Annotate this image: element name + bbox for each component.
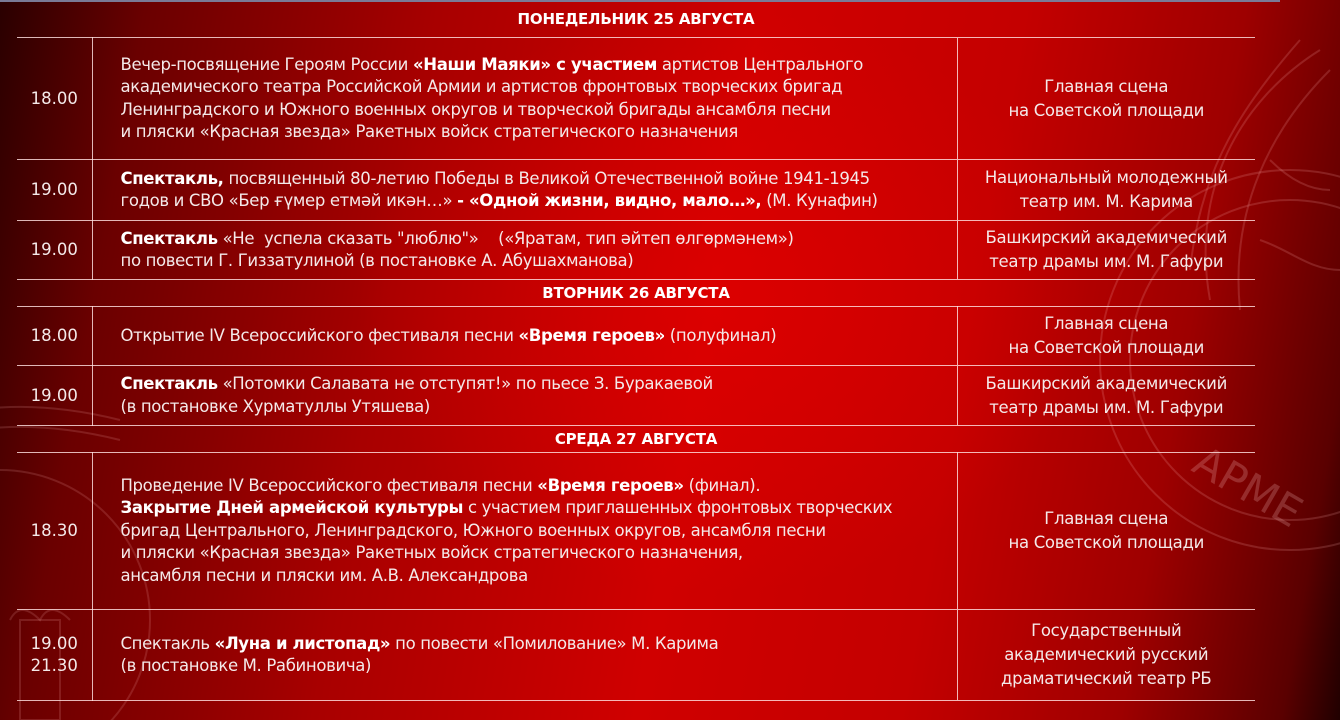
event-description (92, 307, 957, 366)
description-line (121, 542, 953, 565)
venue-line: Башкирский академический (985, 228, 1228, 247)
event-description (92, 453, 957, 610)
description-line (121, 565, 953, 588)
venue-line: академический русский (1004, 645, 1209, 664)
event-row (17, 453, 1255, 610)
day-title: СРЕДА 27 АВГУСТА (17, 426, 1255, 453)
venue-line: Национальный молодежный (984, 168, 1228, 187)
description-line (121, 168, 953, 191)
description-text: (полуфинал) (664, 325, 777, 345)
description-text: ансамбля песни и пляски им. А.В. Александрова (120, 565, 528, 585)
event-time-line: 19.00 (30, 634, 78, 653)
venue-line: драматический театр РБ (1001, 669, 1212, 688)
day-header-row (17, 280, 1255, 307)
description-text: «Потомки Салавата не отступят!» по пьесе З. Буракаевой (217, 374, 713, 393)
venue-line: на Советской площади (1008, 533, 1205, 552)
event-row (17, 610, 1255, 701)
description-line (121, 250, 953, 273)
description-line (121, 325, 953, 348)
event-venue (957, 221, 1255, 280)
event-time: 18.30 (17, 453, 92, 610)
description-line (121, 228, 953, 251)
description-text: и пляски «Красная звезда» Ракетных войск стратегического назначения, (120, 543, 743, 563)
event-venue (957, 307, 1255, 366)
event-row (17, 366, 1255, 426)
event-venue (957, 610, 1255, 701)
description-line (121, 520, 953, 543)
description-text: годов и СВО «Бер ғүмер етмәй икән…» (120, 191, 458, 210)
schedule-table (17, 37, 1255, 701)
description-bold-text: «Наши Маяки» с участием (412, 54, 657, 74)
event-description (92, 221, 957, 280)
venue-line: Главная сцена (1044, 76, 1169, 96)
description-text: «Не успела сказать "люблю"» («Яратам, тип әйтеп өлгөрмәнем») (217, 228, 794, 248)
event-row (17, 307, 1255, 366)
venue-line: Государственный (1031, 621, 1182, 640)
description-text: бригад Центрального, Ленинградского, Южного военных округов, ансамбля песни (120, 520, 826, 540)
description-text: и пляски «Красная звезда» Ракетных войск стратегического назначения (120, 122, 738, 141)
event-row (17, 160, 1255, 221)
venue-line: театр им. М. Карима (1019, 192, 1193, 211)
description-line (121, 99, 953, 122)
event-row (17, 221, 1255, 280)
venue-line: Главная сцена (1044, 509, 1169, 528)
description-text: Открытие IV Всероссийского фестиваля песни (120, 325, 519, 345)
venue-line: на Советской площади (1008, 100, 1205, 120)
top-strip (0, 0, 1280, 2)
event-venue (957, 453, 1255, 610)
description-line (121, 396, 953, 419)
description-text: по повести «Помилование» М. Карима (390, 633, 719, 653)
event-venue (957, 38, 1255, 160)
svg-text:АРМЕ: АРМЕ (1185, 436, 1311, 538)
description-line (121, 76, 953, 99)
description-bold-text: Спектакль (120, 374, 218, 393)
event-time: 19.00 (17, 221, 92, 280)
description-text: по повести Г. Гиззатулиной (в постановке А. Абушахманова) (120, 251, 634, 270)
event-time: 19.00 (17, 366, 92, 426)
description-bold-text: «Время героев» (518, 325, 665, 345)
day-title: ПОНЕДЕЛЬНИК 25 АВГУСТА (517, 10, 755, 28)
description-bold-text: Спектакль (120, 228, 218, 248)
description-line (121, 373, 953, 396)
description-text: Ленинградского и Южного военных округов и творческой бригады ансамбля песни (120, 99, 831, 119)
description-line (121, 190, 953, 213)
description-bold-text: Закрытие Дней армейской культуры (120, 498, 464, 518)
event-time (17, 610, 92, 701)
description-text: (в постановке М. Рабиновича) (120, 656, 372, 675)
description-text: артистов Центрального (656, 54, 864, 74)
day-title: ВТОРНИК 26 АВГУСТА (17, 280, 1255, 307)
event-description (92, 160, 957, 221)
description-text: (финал). (683, 475, 761, 495)
description-text: Спектакль (120, 633, 215, 653)
description-text: с участием приглашенных фронтовых творческих (463, 498, 893, 518)
description-bold-text: - «Одной жизни, видно, мало…», (457, 191, 762, 210)
event-time: 18.00 (17, 307, 92, 366)
day-header-monday (17, 10, 1255, 28)
event-venue (957, 160, 1255, 221)
description-text: (в постановке Хурматуллы Утяшева) (120, 396, 430, 416)
event-description (92, 610, 957, 701)
venue-line: на Советской площади (1008, 338, 1205, 357)
event-time: 19.00 (17, 160, 92, 221)
description-text: посвященный 80-летию Победы в Великой Отечественной войне 1941-1945 (223, 168, 870, 188)
event-description (92, 366, 957, 426)
description-line (121, 121, 953, 144)
description-line (121, 54, 953, 77)
venue-line: Главная сцена (1044, 314, 1169, 333)
event-row (17, 38, 1255, 160)
description-line (121, 497, 953, 520)
venue-line: театр драмы им. М. Гафури (989, 252, 1224, 271)
venue-line: театр драмы им. М. Гафури (989, 397, 1224, 417)
event-time-line: 21.30 (30, 656, 78, 675)
description-bold-text: «Луна и листопад» (214, 633, 391, 653)
event-venue (957, 366, 1255, 426)
venue-line: Башкирский академический (985, 373, 1228, 393)
description-text: Вечер-посвящение Героям России (120, 54, 413, 74)
description-text: Проведение IV Всероссийского фестиваля песни (120, 475, 538, 495)
event-description (92, 38, 957, 160)
description-line (121, 475, 953, 498)
description-bold-text: Спектакль, (120, 168, 224, 188)
description-line (121, 655, 953, 678)
description-text: академического театра Российской Армии и артистов фронтовых творческих бригад (120, 77, 843, 96)
event-time: 18.00 (17, 38, 92, 160)
description-bold-text: «Время героев» (537, 475, 684, 495)
description-text: (М. Кунафин) (761, 191, 878, 210)
description-line (121, 633, 953, 656)
day-header-row (17, 426, 1255, 453)
